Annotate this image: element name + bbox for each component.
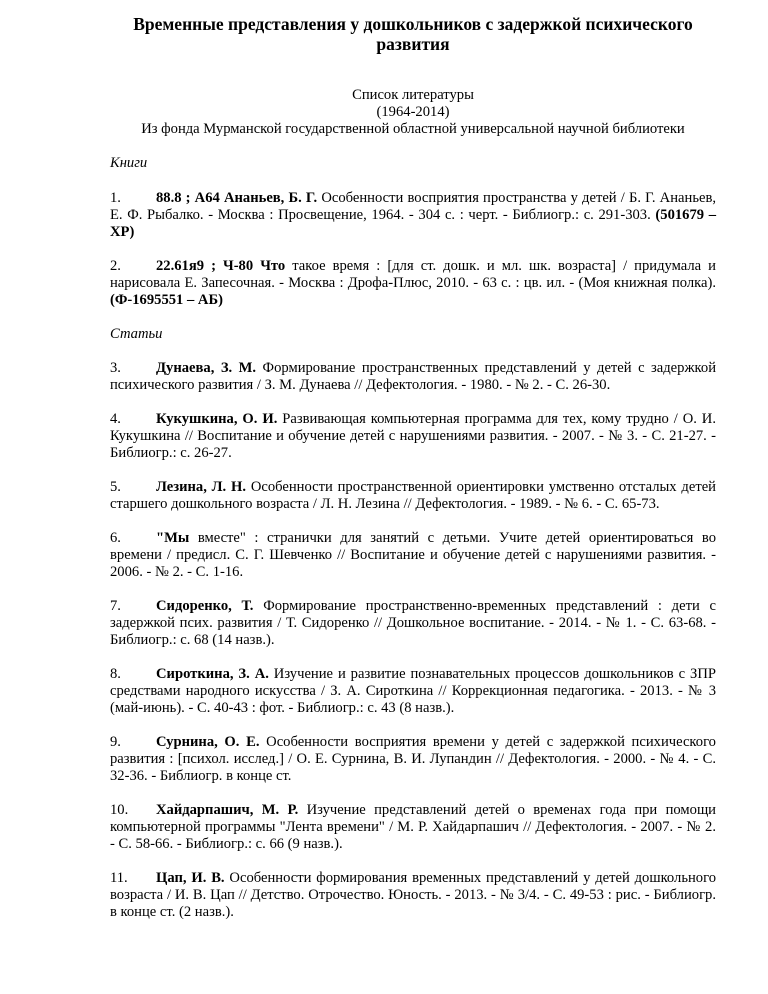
- entry-text: Изучение представлений детей о временах года при помощи компьютерной программы "Лента времени" / М. Р. Хайдарпашич // Дефектология. - 2007. - № 2. - С. 58-66. - Библиогр.: с. 66 (9 назв.).: [110, 802, 716, 852]
- bibliography-entry: [110, 734, 716, 785]
- bibliography-entry: [110, 258, 716, 309]
- section-heading-articles: Статьи: [110, 326, 163, 342]
- entry-number: 4.: [110, 411, 121, 427]
- bibliography-entry: [110, 870, 716, 921]
- entry-heading: Лезина, Л. Н.: [156, 479, 247, 495]
- entry-text: такое время : [для ст. дошк. и мл. шк. возраста] / придумала и нарисовала Е. Запесочная. - Москва : Дрофа-Плюс, 2010. - 63 с. : цв. ил. - (Моя книжная полка).: [110, 258, 716, 291]
- entry-heading: "Мы: [156, 530, 190, 546]
- entry-text: Особенности восприятия времени у детей с задержкой психического развития : [психол. исслед.] / О. Е. Сурнина, В. И. Лупандин // Дефектология. - 2000. - № 4. - С. 32-36. - Библиогр. в конце ст.: [110, 734, 716, 784]
- entry-text: Формирование пространственно-временных представлений : дети с задержкой псих. развития / Т. Сидоренко // Дошкольное воспитание. - 2014. - № 1. - С. 63-68. - Библиогр.: с. 68 (14 назв.).: [110, 598, 716, 648]
- document-page: [110, 14, 716, 921]
- bibliography-entry: [110, 598, 716, 649]
- subtitle-line-1: Список литературы: [352, 87, 474, 103]
- entry-number: 11.: [110, 870, 128, 886]
- bibliography-entry: [110, 802, 716, 853]
- bibliography-entry: [110, 530, 716, 581]
- entry-heading: Хайдарпашич, М. Р.: [156, 802, 299, 818]
- entry-number: 6.: [110, 530, 121, 546]
- entry-number: 5.: [110, 479, 121, 495]
- bibliography-entry: [110, 411, 716, 462]
- entry-heading: Дунаева, З. М.: [156, 360, 257, 376]
- entry-text: Формирование пространственных представлений у детей с задержкой психического развития / З. М. Дунаева // Дефектология. - 1980. - № 2. - С. 26-30.: [110, 360, 716, 393]
- entry-heading: Сурнина, О. Е.: [156, 734, 260, 750]
- entry-number: 2.: [110, 258, 121, 274]
- entry-text: Развивающая компьютерная программа для тех, кому трудно / О. И. Кукушкина // Воспитание и обучение детей с нарушениями развития. - 2007. - № 3. - С. 21-27. - Библиогр.: с. 26-27.: [110, 411, 716, 461]
- entry-text: Особенности формирования временных представлений у детей дошкольного возраста / И. В. Цап // Детство. Отрочество. Юность. - 2013. - № 3/4. - С. 49-53 : рис. - Библиогр. в конце ст. (2 назв.).: [110, 870, 716, 920]
- entry-shelfmark: (Ф-1695551 – АБ): [110, 292, 223, 308]
- entry-number: 10.: [110, 802, 129, 818]
- entry-heading: Сидоренко, Т.: [156, 598, 254, 614]
- entry-number: 8.: [110, 666, 121, 682]
- document-subtitle: [110, 87, 716, 138]
- bibliography-entry: [110, 666, 716, 717]
- entry-text: Особенности восприятия пространства у детей / Б. Г. Ананьев, Е. Ф. Рыбалко. - Москва : Просвещение, 1964. - 304 с. : черт. - Библиогр.: с. 291-303.: [110, 190, 716, 223]
- subtitle-line-2: (1964-2014): [376, 104, 450, 120]
- section-heading-books: Книги: [110, 155, 148, 171]
- entry-heading: Цап, И. В.: [156, 870, 225, 886]
- entry-heading: 22.61я9 ; Ч-80 Что: [156, 258, 286, 274]
- subtitle-line-3: Из фонда Мурманской государственной областной универсальной научной библиотеки: [141, 121, 685, 137]
- bibliography-entry: [110, 360, 716, 394]
- entry-text: Особенности пространственной ориентировки умственно отсталых детей старшего дошкольного возраста / Л. Н. Лезина // Дефектология. - 1989. - № 6. - С. 65-73.: [110, 479, 716, 512]
- entry-shelfmark: (501679 – ХР): [110, 207, 716, 240]
- bibliography-entry: [110, 190, 716, 241]
- document-title: Временные представления у дошкольников с задержкой психического развития: [133, 14, 693, 54]
- entry-number: 3.: [110, 360, 121, 376]
- entry-heading: Сироткина, З. А.: [156, 666, 269, 682]
- entry-number: 7.: [110, 598, 121, 614]
- bibliography-entry: [110, 479, 716, 513]
- entry-heading: Кукушкина, О. И.: [156, 411, 278, 427]
- entry-text: вместе" : странички для занятий с детьми. Учите детей ориентироваться во времени / предисл. С. Г. Шевченко // Воспитание и обучение детей с нарушениями развития. - 2006. - № 2. - С. 1-16.: [110, 530, 716, 580]
- entry-text: Изучение и развитие познавательных процессов дошкольников с ЗПР средствами народного искусства / З. А. Сироткина // Коррекционная педагогика. - 2013. - № 3 (май-июнь). - С. 40-43 : фот. - Библиогр.: с. 43 (8 назв.).: [110, 666, 716, 716]
- entry-heading: 88.8 ; А64 Ананьев, Б. Г.: [156, 190, 318, 206]
- entry-number: 1.: [110, 190, 121, 206]
- entry-number: 9.: [110, 734, 121, 750]
